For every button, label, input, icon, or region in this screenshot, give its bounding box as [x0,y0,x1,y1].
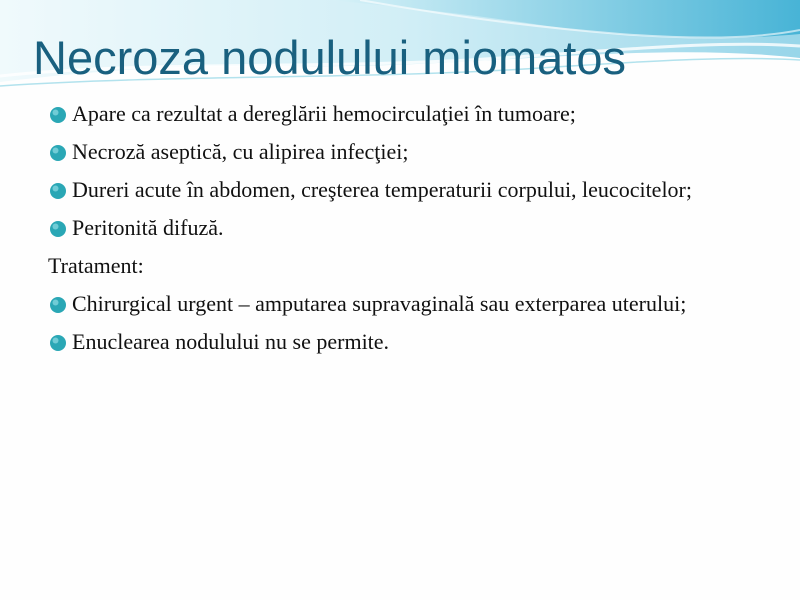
bullet-text: Chirurgical urgent – amputarea supravaginală sau exterparea uterului; [72,291,687,316]
bullet-item [48,174,768,206]
section-label [48,250,768,282]
treatment-heading: Tratament: [48,253,144,278]
bullet-dot-icon [49,334,67,352]
bullet-text: Dureri acute în abdomen, creşterea temperaturii corpului, leucocitelor; [72,177,692,202]
bullet-item [48,326,768,358]
bullet-dot-icon [49,144,67,162]
bullet-dot-icon [49,106,67,124]
slide-content [48,98,768,364]
slide-title: Necroza nodulului miomatos [33,31,627,84]
bullet-text: Apare ca rezultat a dereglării hemocirculaţiei în tumoare; [72,101,576,126]
bullet-item [48,136,768,168]
bullet-dot-icon [49,220,67,238]
bullet-text: Peritonită difuză. [72,215,224,240]
bullet-item [48,288,768,320]
bullet-item [48,98,768,130]
bullet-item [48,212,768,244]
bullet-text: Necroză aseptică, cu alipirea infecţiei; [72,139,409,164]
bullet-dot-icon [49,182,67,200]
bullet-text: Enuclearea nodulului nu se permite. [72,329,390,354]
bullet-dot-icon [49,296,67,314]
